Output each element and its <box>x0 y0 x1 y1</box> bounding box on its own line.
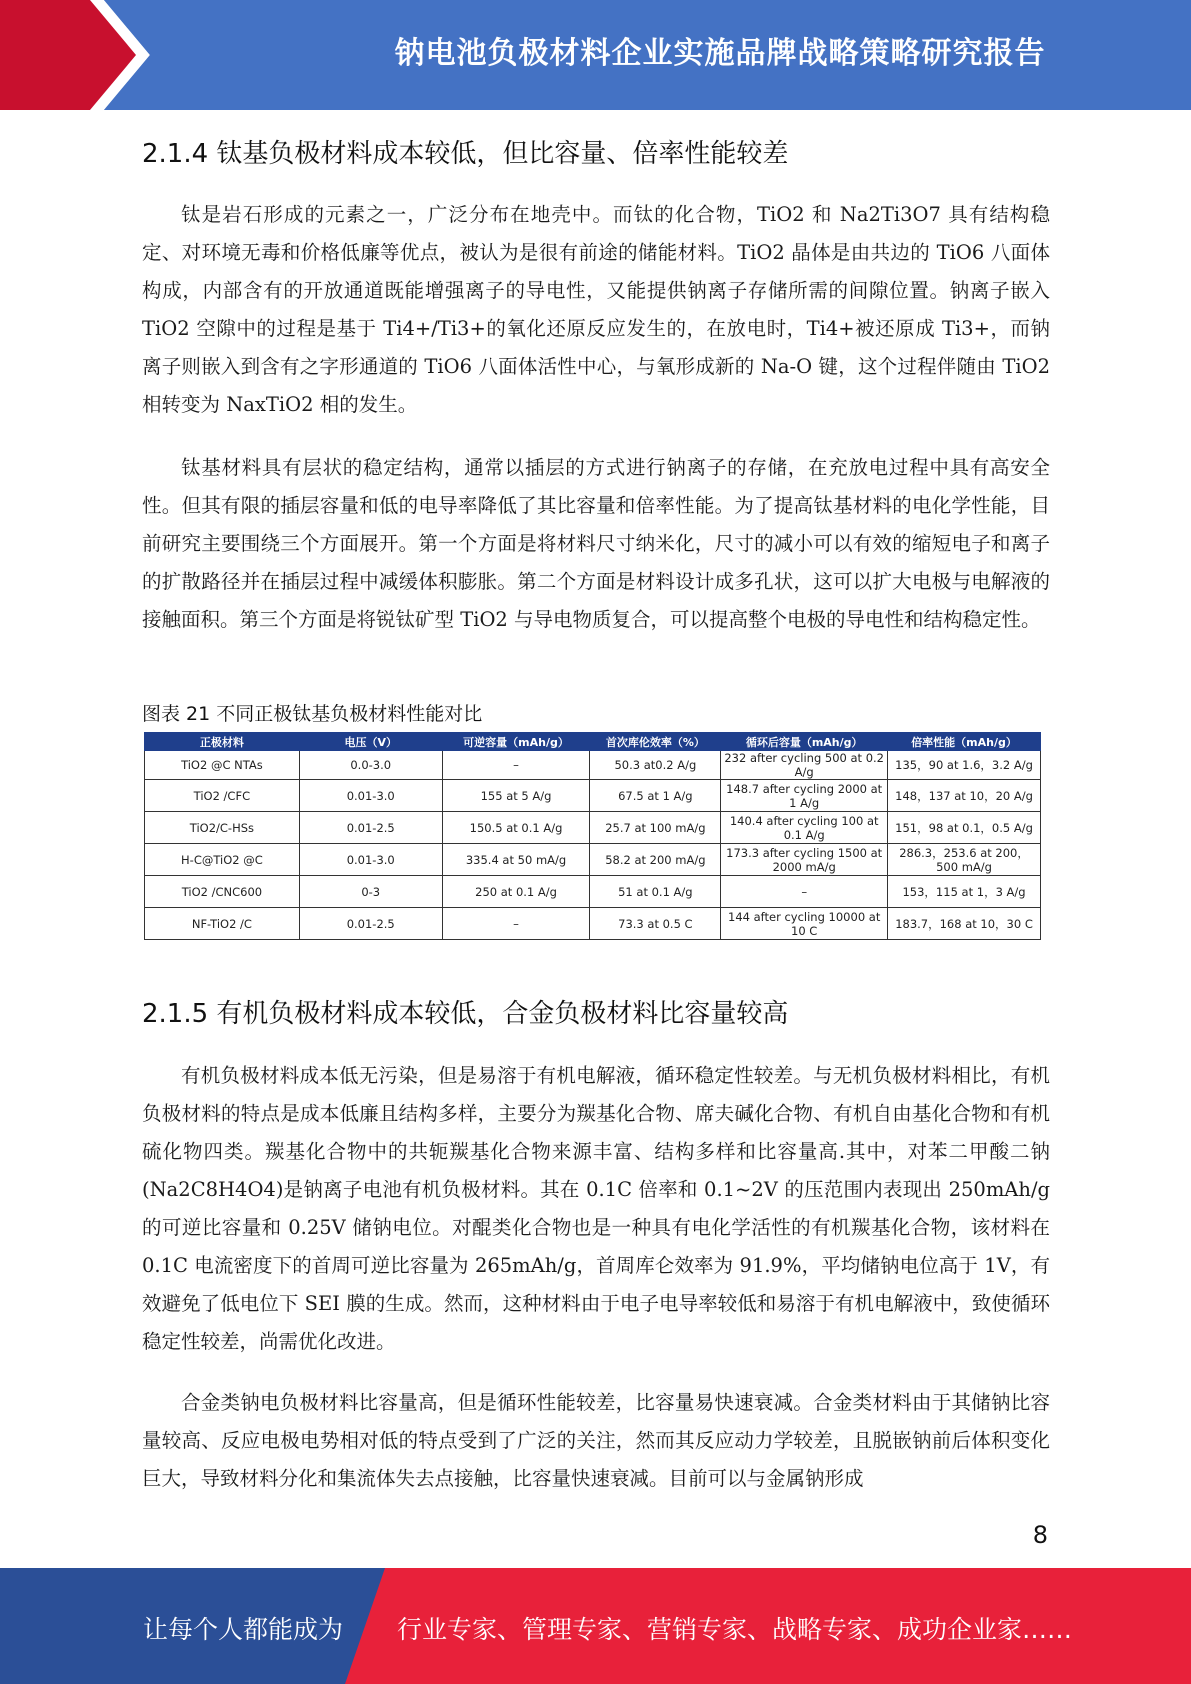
table-header-cell: 倍率性能（mAh/g） <box>888 733 1041 751</box>
table-cell: 286.3，253.6 at 200，500 mA/g <box>888 844 1041 876</box>
table-cell: NF-TiO2 /C <box>145 908 300 940</box>
table-cell: – <box>721 876 888 908</box>
table-cell: H-C@TiO2 @C <box>145 844 300 876</box>
table-cell: – <box>442 908 590 940</box>
table-cell: 250 at 0.1 A/g <box>442 876 590 908</box>
table-row <box>145 908 1041 940</box>
table-cell: 148，137 at 10，20 A/g <box>888 780 1041 812</box>
table-row <box>145 812 1041 844</box>
paragraph: 合金类钠电负极材料比容量高，但是循环性能较差，比容量易快速衰减。合金类材料由于其储钠比容量较高、反应电极电势相对低的特点受到了广泛的关注，然而其反应动力学较差，且脱嵌钠前后体积变化巨大，导致材料分化和集流体失去点接触，比容量快速衰减。目前可以与金属钠形成 <box>142 1391 1050 1490</box>
table-header-cell: 可逆容量（mAh/g） <box>442 733 590 751</box>
section-heading-2-1-5: 2.1.5 有机负极材料成本较低，合金负极材料比容量较高 <box>142 999 789 1029</box>
table-cell: 50.3 at0.2 A/g <box>590 751 721 780</box>
table-cell: 0.0-3.0 <box>299 751 442 780</box>
table-cell: TiO2 /CFC <box>145 780 300 812</box>
table-cell: 25.7 at 100 mA/g <box>590 812 721 844</box>
table-cell: 58.2 at 200 mA/g <box>590 844 721 876</box>
report-title: 钠电池负极材料企业实施品牌战略策略研究报告 <box>394 36 1046 71</box>
table-cell: 0-3 <box>299 876 442 908</box>
table-cell: 51 at 0.1 A/g <box>590 876 721 908</box>
paragraph: 钛是岩石形成的元素之一，广泛分布在地壳中。而钛的化合物，TiO2 和 Na2Ti3O7 具有结构稳定、对环境无毒和价格低廉等优点，被认为是很有前途的储能材料。TiO2 晶体是由共边的 TiO6 八面体构成，内部含有的开放通道既能增强离子的导电性，又能提供钠离子存储所需的间隙位置。钠离子嵌入 TiO2 空隙中的过程是基于 Ti4+/Ti3+的氧化还原反应发生的，在放电时，Ti4+被还原成 Ti3+，而钠离子则嵌入到含有之字形通道的 TiO6 八面体活性中心，与氧形成新的 Na-O 键，这个过程伴随由 TiO2 相转变为 NaxTiO2 相的发生。 <box>142 203 1050 416</box>
table-header-cell: 循环后容量（mAh/g） <box>721 733 888 751</box>
page-header <box>0 0 1191 110</box>
footer-slogan-right: 行业专家、管理专家、营销专家、战略专家、成功企业家…… <box>397 1615 1073 1644</box>
table-row <box>145 780 1041 812</box>
table-header-cell: 首次库伦效率（%） <box>590 733 721 751</box>
table-row <box>145 751 1041 780</box>
header-arrow-decoration <box>0 0 150 110</box>
table-cell: 335.4 at 50 mA/g <box>442 844 590 876</box>
table-cell: TiO2 /CNC600 <box>145 876 300 908</box>
table-cell: 232 after cycling 500 at 0.2 A/g <box>721 751 888 780</box>
table-cell: 150.5 at 0.1 A/g <box>442 812 590 844</box>
table-header-cell: 电压（V） <box>299 733 442 751</box>
table-cell: 0.01-2.5 <box>299 812 442 844</box>
table-cell: 173.3 after cycling 1500 at 2000 mA/g <box>721 844 888 876</box>
table-header-cell: 正极材料 <box>145 733 300 751</box>
table-caption: 图表 21 不同正极钛基负极材料性能对比 <box>142 703 483 725</box>
table-cell: 0.01-2.5 <box>299 908 442 940</box>
page-number: 8 <box>1032 1521 1048 1549</box>
table-cell: 151，98 at 0.1，0.5 A/g <box>888 812 1041 844</box>
table-row <box>145 844 1041 876</box>
paragraph: 有机负极材料成本低无污染，但是易溶于有机电解液，循环稳定性较差。与无机负极材料相比，有机负极材料的特点是成本低廉且结构多样，主要分为羰基化合物、席夫碱化合物、有机自由基化合物和有机硫化物四类。羰基化合物中的共轭羰基化合物来源丰富、结构多样和比容量高.其中，对苯二甲酸二钠(Na2C8H4O4)是钠离子电池有机负极材料。其在 0.1C 倍率和 0.1~2V 的压范围内表现出 250mAh/g 的可逆比容量和 0.25V 储钠电位。对醌类化合物也是一种具有电化学活性的有机羰基化合物，该材料在 0.1C 电流密度下的首周可逆比容量为 265mAh/g，首周库仑效率为 91.9%，平均储钠电位高于 1V，有效避免了低电位下 SEI 膜的生成。然而，这种材料由于电子电导率较低和易溶于有机电解液中，致使循环稳定性较差，尚需优化改进。 <box>142 1064 1050 1353</box>
footer-slogan-left: 让每个人都能成为 <box>143 1615 344 1644</box>
section-heading-2-1-4: 2.1.4 钛基负极材料成本较低，但比容量、倍率性能较差 <box>142 139 789 169</box>
table-cell: 148.7 after cycling 2000 at 1 A/g <box>721 780 888 812</box>
table-cell: TiO2/C-HSs <box>145 812 300 844</box>
table-header-row <box>145 733 1041 751</box>
table-cell: 144 after cycling 10000 at 10 C <box>721 908 888 940</box>
table-cell: TiO2 @C NTAs <box>145 751 300 780</box>
table-cell: 183.7，168 at 10，30 C <box>888 908 1041 940</box>
table-cell: 0.01-3.0 <box>299 780 442 812</box>
paragraph: 钛基材料具有层状的稳定结构，通常以插层的方式进行钠离子的存储，在充放电过程中具有高安全性。但其有限的插层容量和低的电导率降低了其比容量和倍率性能。为了提高钛基材料的电化学性能，目前研究主要围绕三个方面展开。第一个方面是将材料尺寸纳米化，尺寸的减小可以有效的缩短电子和离子的扩散路径并在插层过程中减缓体积膨胀。第二个方面是材料设计成多孔状，这可以扩大电极与电解液的接触面积。第三个方面是将锐钛矿型 TiO2 与导电物质复合，可以提高整个电极的导电性和结构稳定性。 <box>142 456 1050 631</box>
table-cell: 140.4 after cycling 100 at 0.1 A/g <box>721 812 888 844</box>
table-cell: 0.01-3.0 <box>299 844 442 876</box>
performance-comparison-table <box>144 732 1041 940</box>
table-cell: 135，90 at 1.6，3.2 A/g <box>888 751 1041 780</box>
table-cell: 153，115 at 1，3 A/g <box>888 876 1041 908</box>
table-cell: 67.5 at 1 A/g <box>590 780 721 812</box>
table-cell: 155 at 5 A/g <box>442 780 590 812</box>
table-cell: 73.3 at 0.5 C <box>590 908 721 940</box>
table-row <box>145 876 1041 908</box>
page-footer <box>0 1568 1191 1684</box>
table-cell: – <box>442 751 590 780</box>
